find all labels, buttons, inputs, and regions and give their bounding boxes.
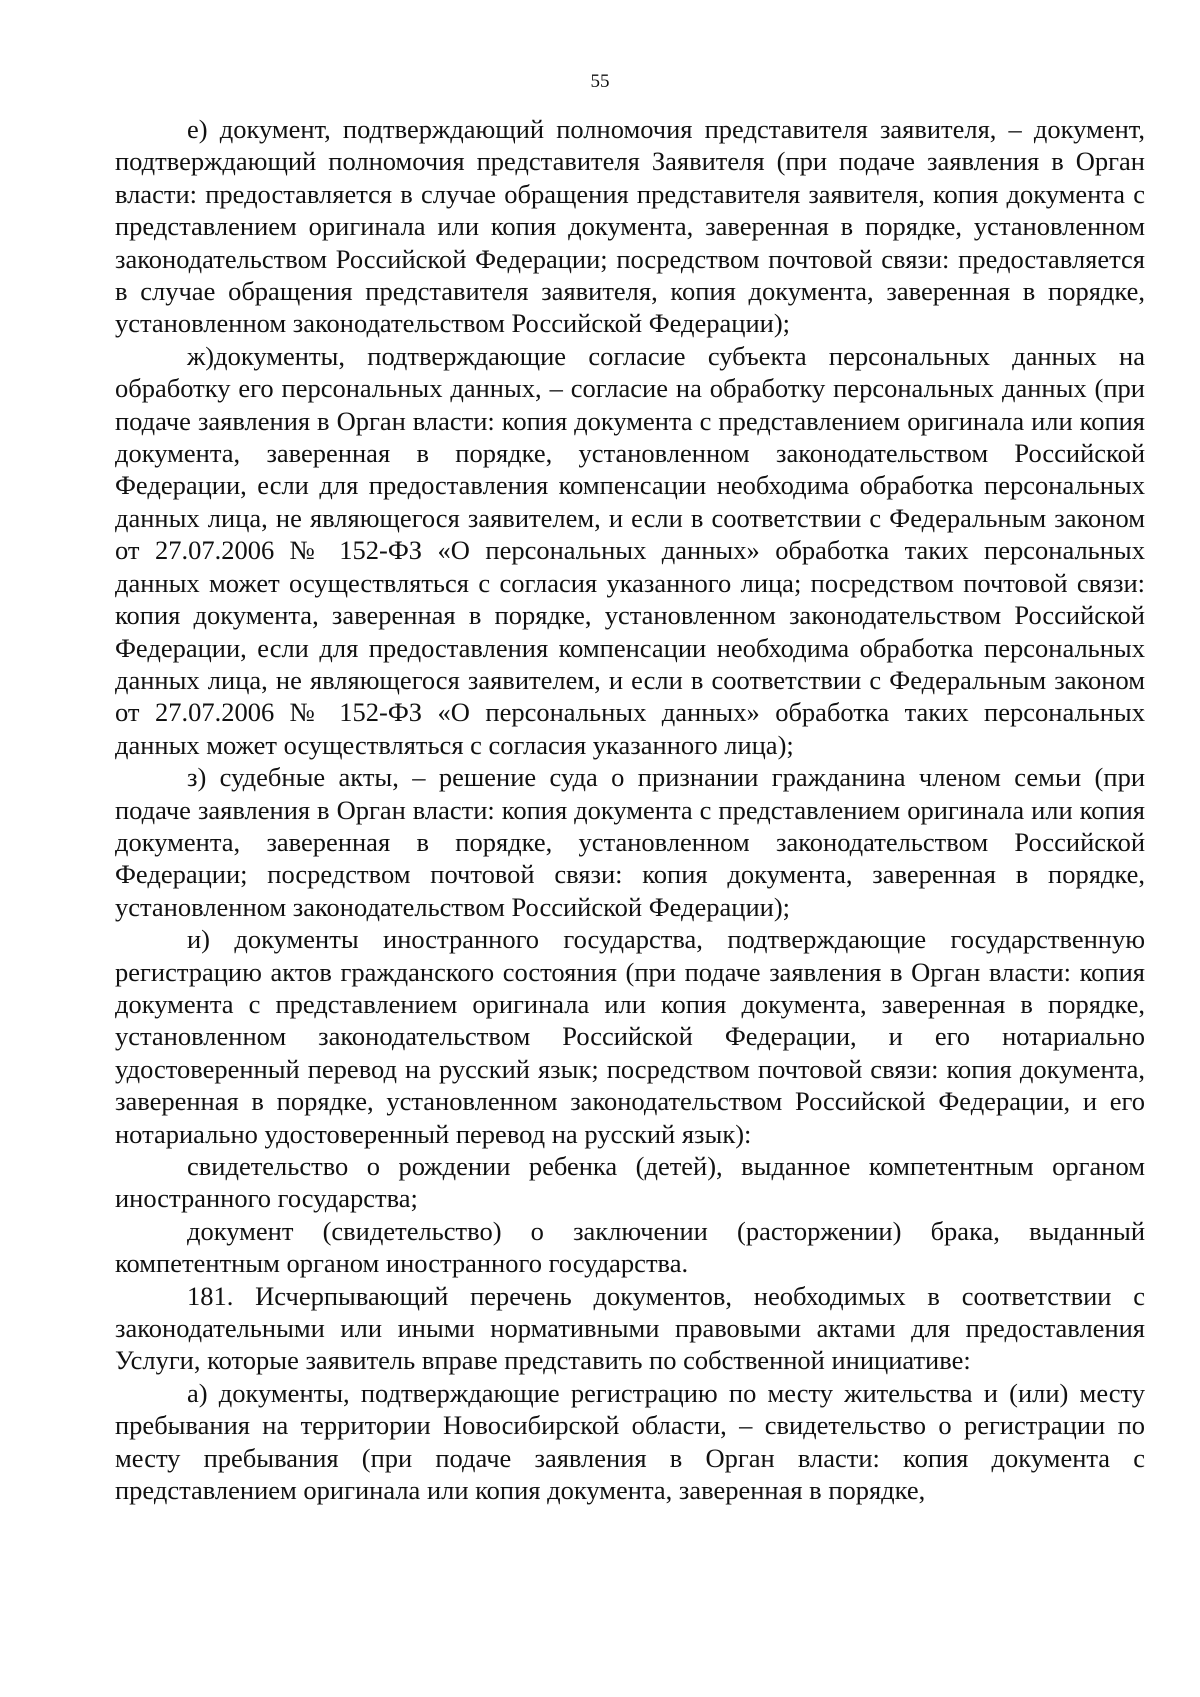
paragraph-i-foreign-documents: и) документы иностранного государства, подтверждающие государственную регистрацию актов гражданского состояния (при подаче заявления в Орган власти: копия документа с представлением оригинала или копия документа, заверенная в порядке, установленном законодательством Российской Федерации, и его нотариально удостоверенный перевод на русский язык; посредством почтовой связи: копия документа, заверенная в порядке, установленном законодательством Российской Федерации, и его нотариально удостоверенный перевод на русский язык):	[115, 924, 1145, 1149]
page-number: 55	[590, 71, 610, 92]
paragraph-e-representative-authority: е) документ, подтверждающий полномочия представителя заявителя, – документ, подтверждающий полномочия представителя Заявителя (при подаче заявления в Орган власти: предоставляется в случае обращения представителя заявителя, копия документа с представлением оригинала или копия документа, заверенная в порядке, установленном законодательством Российской Федерации; посредством почтовой связи: предоставляется в случае обращения представителя заявителя, копия документа, заверенная в порядке, установленном законодательством Российской Федерации);	[115, 114, 1145, 339]
document-body	[115, 113, 1145, 1506]
paragraph-181-optional-documents: 181. Исчерпывающий перечень документов, необходимых в соответствии с законодательными или иными нормативными правовыми актами для предоставления Услуги, которые заявитель вправе представить по собственной инициативе:	[115, 1280, 1145, 1376]
paragraph-a-registration: а) документы, подтверждающие регистрацию по месту жительства и (или) месту пребывания на территории Новосибирской области, – свидетельство о регистрации по месту пребывания (при подаче заявления в Орган власти: копия документа с представлением оригинала или копия документа, заверенная в порядке,	[115, 1377, 1145, 1506]
paragraph-zh-personal-data-consent: ж)документы, подтверждающие согласие субъекта персональных данных на обработку его персональных данных, – согласие на обработку персональных данных (при подаче заявления в Орган власти: копия документа с представлением оригинала или копия документа, заверенная в порядке, установленном законодательством Российской Федерации, если для предоставления компенсации необходима обработка персональных данных лица, не являющегося заявителем, и если в соответствии с Федеральным законом от 27.07.2006 № 152-ФЗ «О персональных данных» обработка таких персональных данных может осуществляться с согласия указанного лица; посредством почтовой связи: копия документа, заверенная в порядке, установленном законодательством Российской Федерации, если для предоставления компенсации необходима обработка персональных данных лица, не являющегося заявителем, и если в соответствии с Федеральным законом от 27.07.2006 № 152-ФЗ «О персональных данных» обработка таких персональных данных может осуществляться с согласия указанного лица);	[115, 340, 1145, 760]
paragraph-birth-certificate: свидетельство о рождении ребенка (детей), выданное компетентным органом иностранного государства;	[115, 1151, 1145, 1214]
paragraph-marriage-document: документ (свидетельство) о заключении (расторжении) брака, выданный компетентным органом иностранного государства.	[115, 1215, 1145, 1279]
paragraph-z-court-acts: з) судебные акты, – решение суда о признании гражданина членом семьи (при подаче заявления в Орган власти: копия документа с представлением оригинала или копия документа, заверенная в порядке, установленном законодательством Российской Федерации; посредством почтовой связи: копия документа, заверенная в порядке, установленном законодательством Российской Федерации);	[115, 762, 1145, 922]
